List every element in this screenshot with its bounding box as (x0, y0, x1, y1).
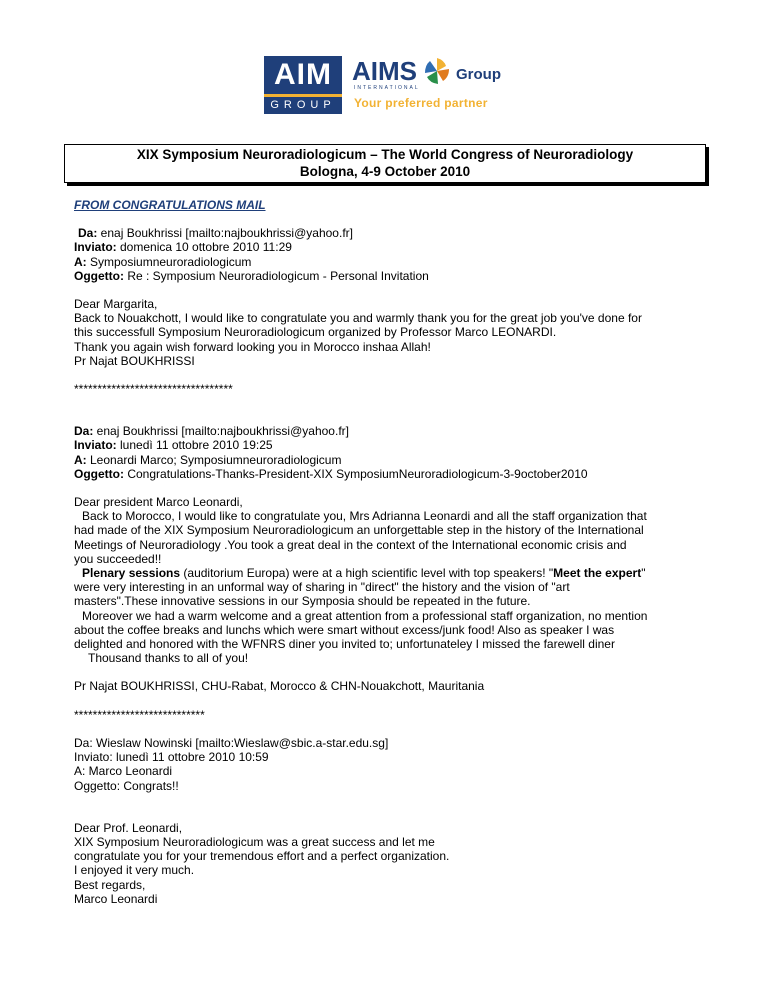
mail3-da: Da: Wieslaw Nowinski [mailto:Wieslaw@sbic.a-star.edu.sg] (74, 735, 389, 750)
mail1-oggetto-label: Oggetto: (74, 268, 124, 283)
mail3-body-line: Marco Leonardi (74, 891, 158, 906)
mail1-a-value: Symposiumneuroradiologicum (86, 254, 252, 269)
mail1-da-label: Da: (78, 226, 98, 241)
mail2-inviato-value: lunedì 11 ottobre 2010 19:25 (116, 438, 273, 453)
mail3-oggetto: Oggetto: Congrats!! (74, 778, 179, 793)
title-line-1: XIX Symposium Neuroradiologicum – The World Congress of Neuroradiology (136, 147, 634, 162)
mail2-para3-line: delighted and honored with the WFNRS diner you invited to; unfortunateley I missed the farewell diner (74, 637, 615, 652)
mail3-body-line: Best regards, (74, 877, 146, 892)
mail2-plenary-bold: Plenary sessions (82, 566, 181, 581)
mail3-a: A: Marco Leonardi (74, 764, 173, 779)
mail2-para3-line: about the coffee breaks and lunchs which were smart without excess/junk food! Also as speaker I was (74, 622, 615, 637)
mail1-body-line: Pr Najat BOUKHRISSI (74, 353, 195, 368)
aim-group-logo (264, 56, 342, 114)
mail3-body-line: Dear Prof. Leonardi, (74, 820, 183, 835)
aim-logo-subtext: GROUP (270, 99, 336, 111)
mail2-para1-line: had made of the XIX Symposium Neuroradiologicum an unforgettable step in the history of the International (74, 523, 644, 538)
mail1-da-value: enaj Boukhrissi [mailto:najboukhrissi@yahoo.fr] (97, 226, 353, 241)
mail1-body-line: Back to Nouakchott, I would like to congratulate you and warmly thank you for the great job you've done for (74, 311, 642, 326)
mail-1 (74, 226, 714, 396)
mail2-oggetto-label: Oggetto: (74, 466, 124, 481)
mail2-para1-line: Back to Morocco, I would like to congratulate you, Mrs Adrianna Leonardi and all the staff organization that (82, 509, 647, 524)
aims-swirl-icon (422, 56, 452, 86)
mail3-inviato: Inviato: lunedì 11 ottobre 2010 10:59 (74, 750, 269, 765)
mail1-body-line: Thank you again wish forward looking you in Morocco inshaa Allah! (74, 339, 431, 354)
mail1-body-line: Dear Margarita, (74, 297, 158, 312)
title-line-2: Bologna, 4-9 October 2010 (299, 164, 471, 179)
aims-logo-intl: INTERNATIONAL (354, 85, 420, 91)
mail2-plenary-rest: (auditorium Europa) were at a high scientific level with top speakers! " (180, 566, 554, 581)
mail3-body-line: XIX Symposium Neuroradiologicum was a great success and let me (74, 834, 435, 849)
mail-3 (74, 736, 714, 906)
mail2-signature: Pr Najat BOUKHRISSI, CHU-Rabat, Morocco & CHN-Nouakchott, Mauritania (74, 679, 485, 694)
aims-logo-group: Group (456, 66, 501, 83)
mail-2 (74, 424, 714, 722)
mail2-para2-line: were very interesting in an unformal way of sharing in "direct" the history and the vision of "art (74, 580, 570, 595)
mail2-para2-line: masters".These innovative sessions in our Symposia should be repeated in the future. (74, 594, 531, 609)
mail2-da-value: enaj Boukhrissi [mailto:najboukhrissi@yahoo.fr] (93, 424, 349, 439)
mail2-para1-line: you succeeded!! (74, 551, 162, 566)
mail1-oggetto-value: Re : Symposium Neuroradiologicum - Personal Invitation (124, 268, 429, 283)
mail1-body-line: this successfull Symposium Neuroradiologicum organized by Professor Marco LEONARDI. (74, 325, 557, 340)
mail1-a-label: A: (74, 254, 87, 269)
aims-logo-text: AIMS (352, 56, 417, 86)
mail2-para3-line: Moreover we had a warm welcome and a great attention from a professional staff organization, no mention (82, 608, 648, 623)
mail2-thanks: Thousand thanks to all of you! (88, 651, 249, 666)
section-label: FROM CONGRATULATIONS MAIL (74, 198, 266, 212)
mail1-inviato-label: Inviato: (74, 240, 117, 255)
mail2-meet-bold: Meet the expert (553, 566, 642, 581)
aims-international-logo (352, 52, 522, 112)
mail2-oggetto-value: Congratulations-Thanks-President-XIX SymposiumNeuroradiologicum-3-9october2010 (124, 466, 588, 481)
document-content (74, 198, 714, 906)
mail2-para1-line: Meetings of Neuroradiology .You took a great deal in the context of the International economic crisis and (74, 537, 627, 552)
mail2-inviato-label: Inviato: (74, 438, 117, 453)
mail2-meet-rest: " (641, 566, 646, 581)
mail2-greeting: Dear president Marco Leonardi, (74, 495, 243, 510)
mail3-body-line: congratulate you for your tremendous effort and a perfect organization. (74, 849, 450, 864)
mail2-da-label: Da: (74, 424, 94, 439)
aims-tagline: Your preferred partner (354, 96, 488, 110)
mail2-a-value: Leonardi Marco; Symposiumneuroradiologicum (86, 452, 342, 467)
mail1-separator: ********************************** (74, 382, 233, 397)
mail3-body-line: I enjoyed it very much. (74, 863, 195, 878)
mail2-separator: **************************** (74, 707, 205, 722)
mail2-a-label: A: (74, 452, 87, 467)
mail1-inviato-value: domenica 10 ottobre 2010 11:29 (116, 240, 292, 255)
title-box (64, 144, 706, 183)
aim-logo-text: AIM (274, 58, 332, 91)
